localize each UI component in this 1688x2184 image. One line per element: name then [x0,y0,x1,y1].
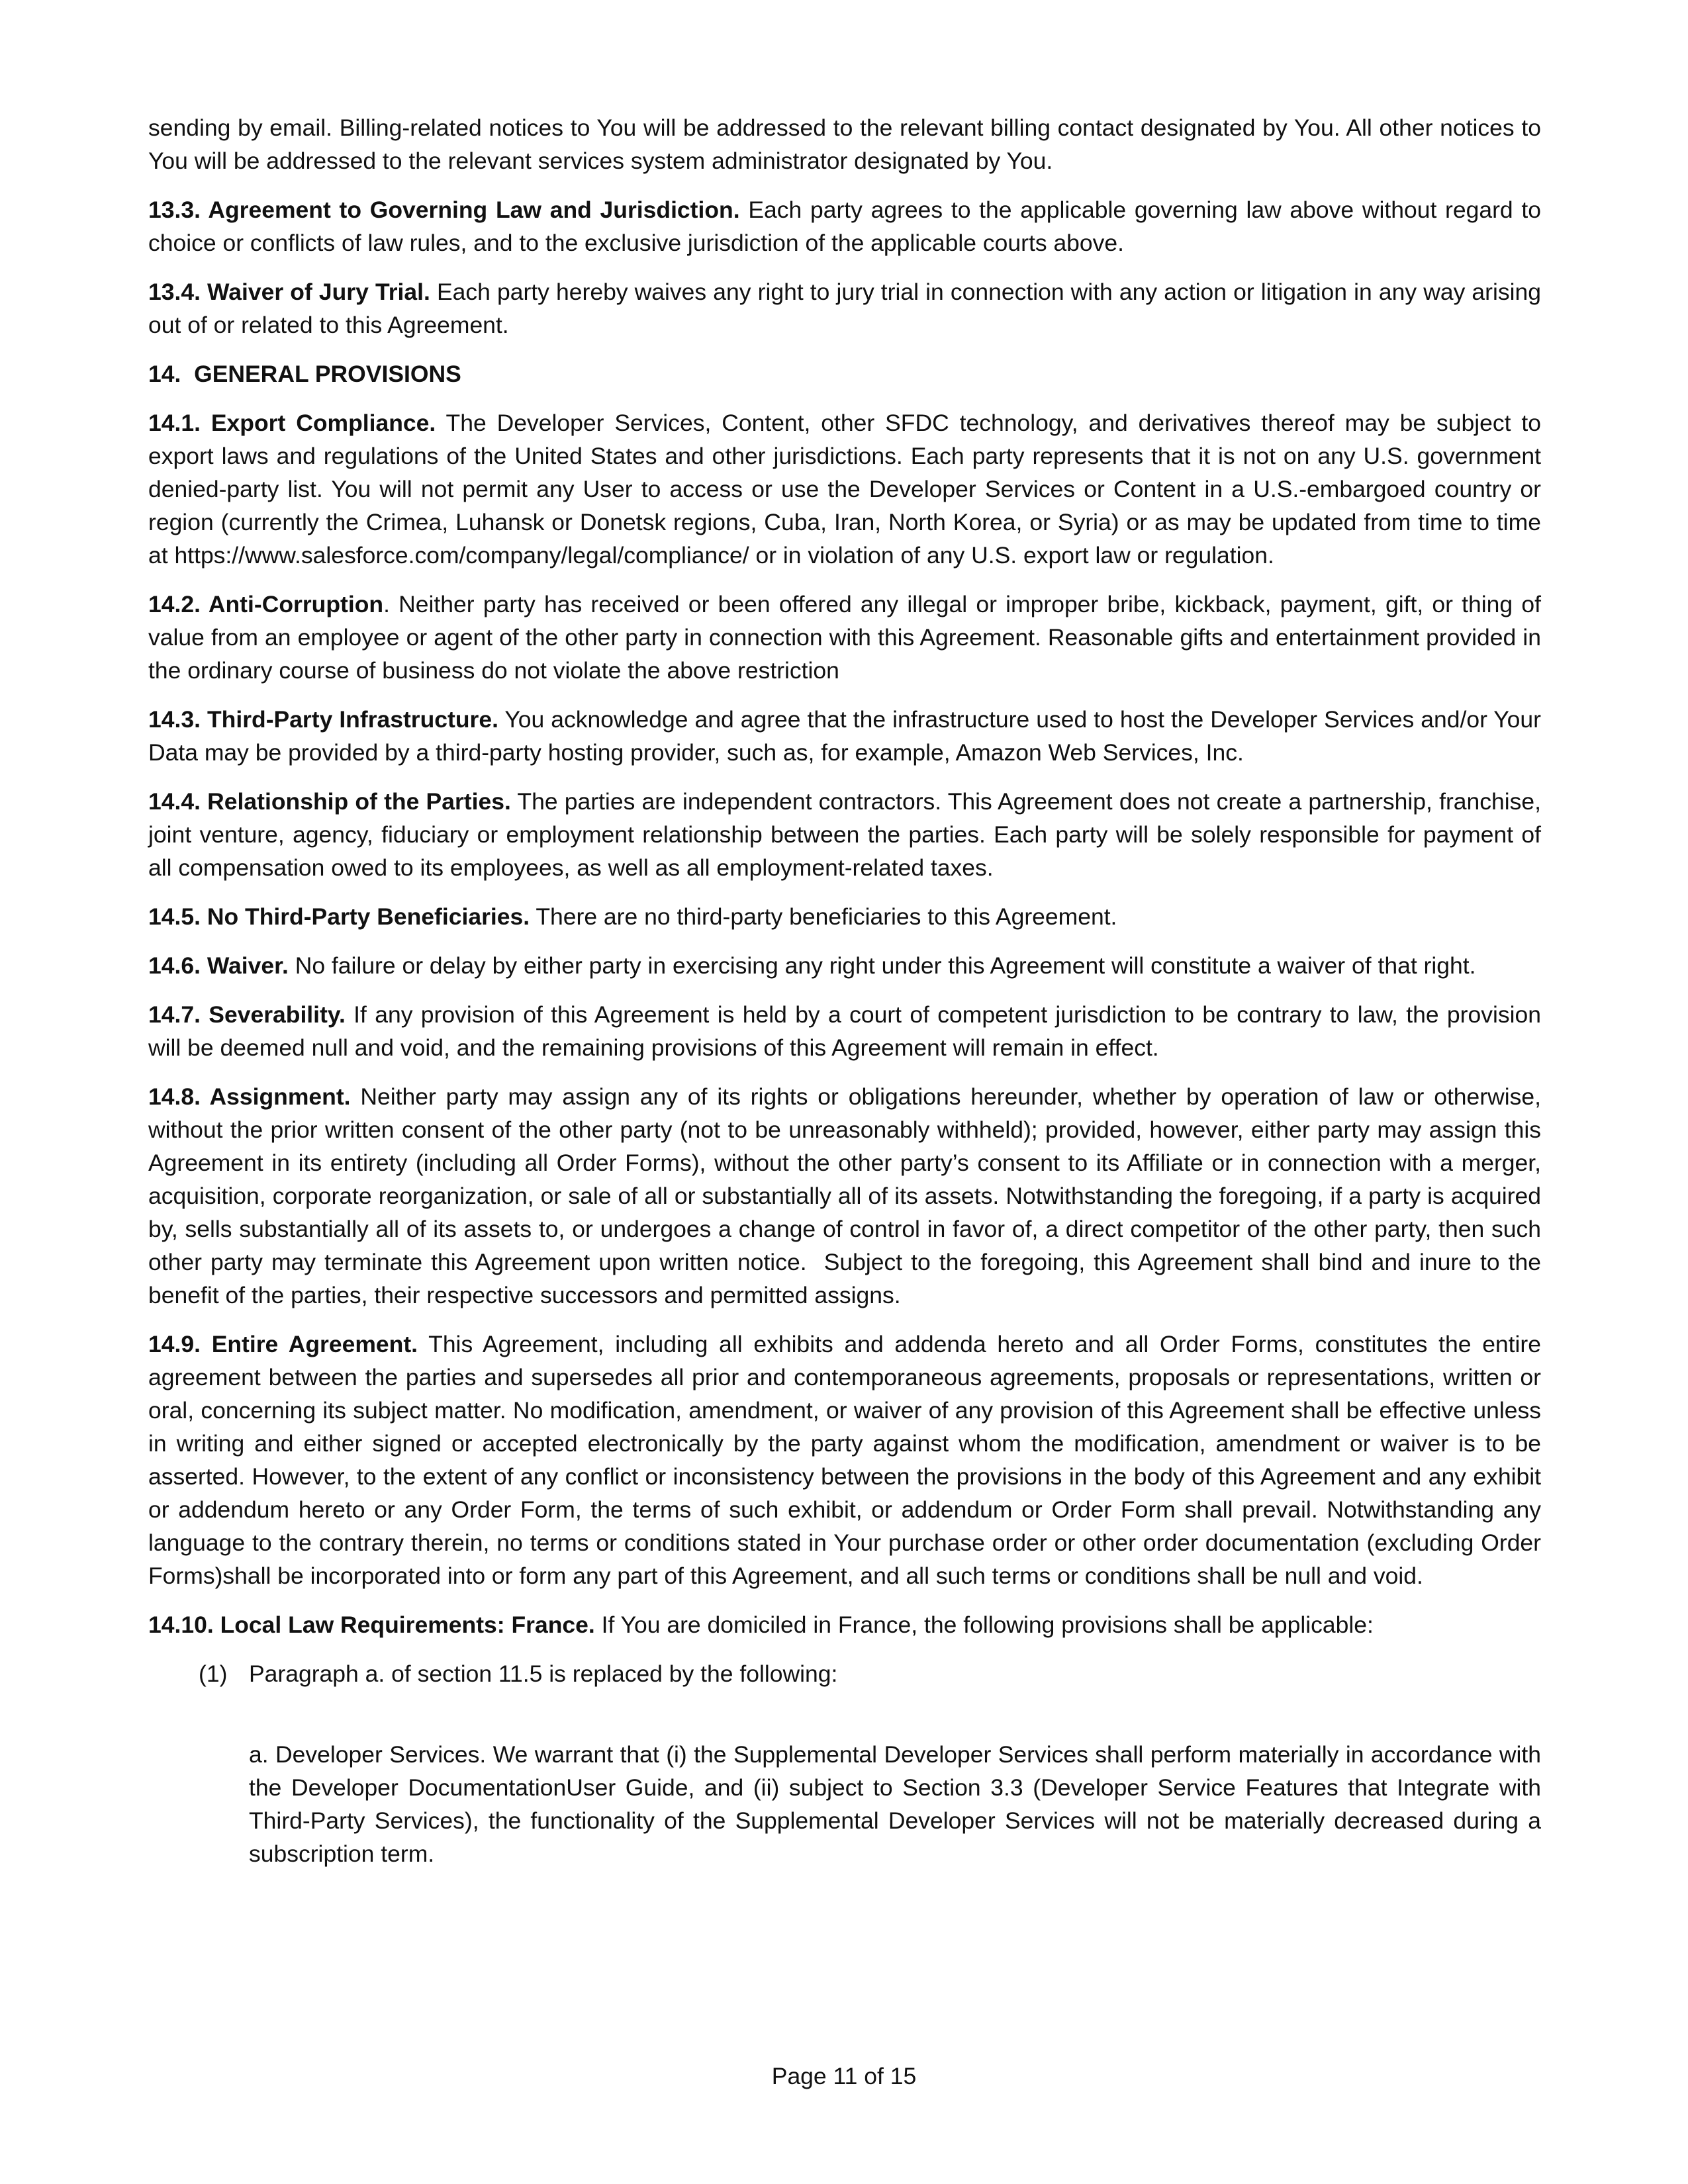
section-14-8 [148,1080,1548,1312]
section-body: The Developer Services, Content, other SFDC technology, and derivatives thereof may be subject to export laws and regulations of the United States and other jurisdictions. Each party represents that it is not on any U.S. government denied-party list. You will not permit any User to access or use the Developer Services or Content in a U.S.-embargoed country or region (currently the Crimea, Luhansk or Donetsk regions, Cuba, Iran, North Korea, or Syria) or as may be updated from time to time at https://www.salesforce.com/company/legal/compliance/ or in violation of any U.S. export law or regulation. [148,410,1541,569]
section-body: This Agreement, including all exhibits and addenda hereto and all Order Forms, constitutes the entire agreement between the parties and supersedes all prior and contemporaneous agreements, proposals or representations, written or oral, concerning its subject matter. No modification, amendment, or waiver of any provision of this Agreement shall be effective unless in writing and either signed or accepted electronically by the party against whom the modification, amendment or waiver is to be asserted. However, to the extent of any conflict or inconsistency between the provisions in the body of this Agreement and any exhibit or addendum hereto or any Order Form, the terms of such exhibit, or addendum or Order Form shall prevail. Notwithstanding any language to the contrary therein, no terms or conditions stated in Your purchase order or other order documentation (excluding Order Forms)shall be incorporated into or form any part of this Agreement, and all such terms or conditions shall be null and void. [148,1331,1541,1589]
section-title: 13.3. Agreement to Governing Law and Jurisdiction. [148,197,740,223]
section-14-6 [148,949,1541,982]
section-title: 13.4. Waiver of Jury Trial. [148,279,430,305]
section-14-7 [148,998,1541,1064]
section-14-5 [148,900,1541,933]
list-number: (1) [199,1661,228,1687]
replacement-paragraph: a. Developer Services. We warrant that (i) the Supplemental Developer Services shall perform materially in accordance with the Developer DocumentationUser Guide, and (ii) subject to Section 3.3 (Developer Service Features that Integrate with Third-Party Services), the functionality of the Supplemental Developer Services will not be materially decreased during a subscription term. [249,1741,1541,1867]
section-13-3 [148,193,1541,259]
list-text: Paragraph a. of section 11.5 is replaced by the following: [249,1661,838,1687]
list-item [199,1657,1541,1690]
section-body: There are no third-party beneficiaries to this Agreement. [530,903,1117,930]
section-title: 14.10. Local Law Requirements: France. [148,1612,595,1638]
section-body: Each party hereby waives any right to jury trial in connection with any action or litigation in any way arising out of or related to this Agreement. [148,279,1542,338]
heading-general-provisions: 14. GENERAL PROVISIONS [148,361,461,387]
paragraph-notices: sending by email. Billing-related notices to You will be addressed to the relevant billing contact designated by You. All other notices to You will be addressed to the relevant services system administrator designated by You. [148,114,1541,174]
section-14-1 [148,406,1541,572]
section-title: 14.7. Severability. [148,1001,346,1028]
section-14-10 [148,1608,1541,1641]
section-body: Each party agrees to the applicable governing law above without regard to choice or conflicts of law rules, and to the exclusive jurisdiction of the applicable courts above. [148,197,1541,256]
document-page [148,111,1548,1870]
section-body: If You are domiciled in France, the following provisions shall be applicable: [594,1612,1374,1638]
section-body: The parties are independent contractors. This Agreement does not create a partnership, franchise, joint venture, agency, fiduciary or employment relationship between the parties. Each party will be solely responsible for payment of all compensation owed to its employees, as well as all employment-related taxes. [148,788,1541,881]
section-title: 14.6. Waiver. [148,952,289,979]
section-title: 14.5. No Third-Party Beneficiaries. [148,903,530,930]
section-title: 14.8. Assignment. [148,1083,351,1110]
section-title: 14.2. Anti-Corruption [148,591,384,617]
section-title: 14.4. Relationship of the Parties. [148,788,511,815]
section-title: 14.1. Export Compliance. [148,410,436,436]
section-13-4 [148,275,1541,341]
section-body: If any provision of this Agreement is held by a court of competent jurisdiction to be contrary to law, the provision will be deemed null and void, and the remaining provisions of this Agreement will remain in effect. [148,1001,1541,1061]
section-body: . Neither party has received or been offered any illegal or improper bribe, kickback, payment, gift, or thing of value from an employee or agent of the other party in connection with this Agreement. Reasonable gifts and entertainment provided in the ordinary course of business do not violate the above restriction [148,591,1541,684]
section-14-2 [148,588,1541,687]
section-body: Neither party may assign any of its rights or obligations hereunder, whether by operation of law or otherwise, without the prior written consent of the other party (not to be unreasonably withheld); provided, however, either party may assign this Agreement in its entirety (including all Order Forms), without the other party’s consent to its Affiliate or in connection with a merger, acquisition, corporate reorganization, or sale of all or substantially all of its assets. Notwithstanding the foregoing, if a party is acquired by, sells substantially all of its assets to, or undergoes a change of control in favor of, a direct competitor of the other party, then such other party may terminate this Agreement upon written notice. Subject to the foregoing, this Agreement shall bind and inure to the benefit of the parties, their respective successors and permitted assigns. [148,1083,1548,1308]
page-number: Page 11 of 15 [771,2063,917,2089]
section-body: No failure or delay by either party in exercising any right under this Agreement will constitute a waiver of that right. [288,952,1476,979]
section-title: 14.3. Third-Party Infrastructure. [148,706,498,733]
section-title: 14.9. Entire Agreement. [148,1331,418,1357]
section-14-9 [148,1328,1541,1592]
section-body: You acknowledge and agree that the infrastructure used to host the Developer Services and/or Your Data may be provided by a third-party hosting provider, such as, for example, Amazon Web Services, Inc. [148,706,1541,766]
section-14-4 [148,785,1541,884]
section-14-3 [148,703,1541,769]
